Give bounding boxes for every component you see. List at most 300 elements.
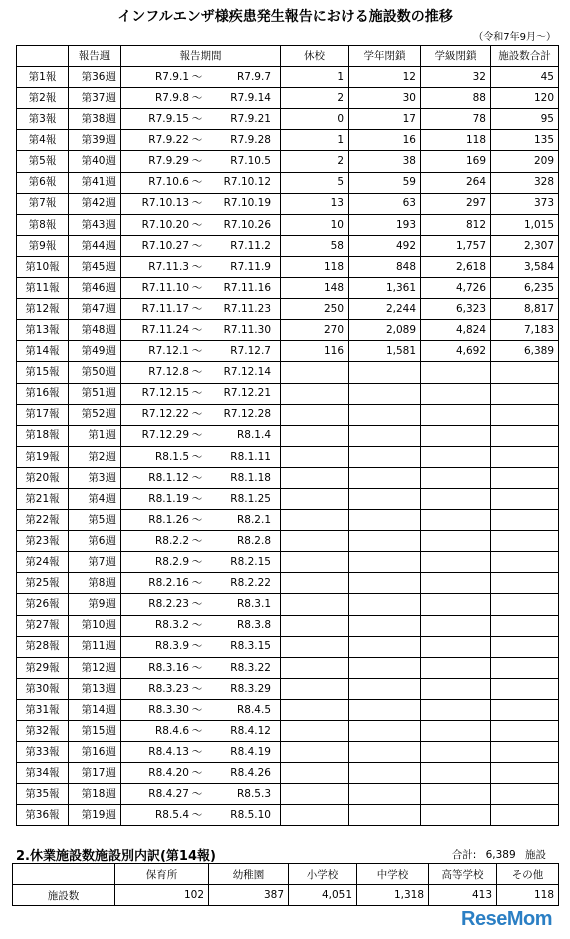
report-week-cell: 第15週 bbox=[69, 721, 121, 742]
grade-closure-cell: 1,361 bbox=[349, 278, 421, 299]
class-closure-cell bbox=[421, 362, 491, 383]
report-number-cell: 第15報 bbox=[17, 362, 69, 383]
facility-total-cell: 209 bbox=[491, 151, 559, 172]
period-tilde: ～ bbox=[191, 176, 203, 189]
class-closure-cell: 78 bbox=[421, 109, 491, 130]
class-closure-cell bbox=[421, 784, 491, 805]
class-closure-cell bbox=[421, 510, 491, 531]
report-week-cell: 第16週 bbox=[69, 742, 121, 763]
report-week-cell: 第3週 bbox=[69, 467, 121, 488]
table-row bbox=[17, 678, 559, 699]
report-week-cell: 第10週 bbox=[69, 615, 121, 636]
report-period-cell bbox=[121, 594, 281, 615]
grade-closure-cell bbox=[349, 805, 421, 826]
school-closure-cell: 270 bbox=[281, 320, 349, 341]
grade-closure-cell: 12 bbox=[349, 67, 421, 88]
table-row bbox=[17, 552, 559, 573]
period-start: R7.9.29 bbox=[148, 155, 189, 168]
school-closure-cell bbox=[281, 467, 349, 488]
period-tilde: ～ bbox=[191, 745, 203, 758]
period-end: R7.10.26 bbox=[223, 218, 271, 231]
class-closure-cell bbox=[421, 805, 491, 826]
report-period-cell bbox=[121, 193, 281, 214]
period-tilde: ～ bbox=[191, 302, 203, 315]
header-cell: 中学校 bbox=[357, 864, 429, 885]
period-end: R7.11.9 bbox=[230, 260, 271, 273]
period-tilde: ～ bbox=[191, 471, 203, 484]
period-start: R7.9.15 bbox=[148, 113, 189, 126]
facility-total-cell bbox=[491, 425, 559, 446]
report-number-cell: 第11報 bbox=[17, 278, 69, 299]
grade-closure-cell bbox=[349, 510, 421, 531]
header-cell: 施設数合計 bbox=[491, 46, 559, 67]
class-closure-cell bbox=[421, 742, 491, 763]
class-closure-cell bbox=[421, 446, 491, 467]
table-row bbox=[17, 67, 559, 88]
period-start: R8.5.4 bbox=[154, 809, 189, 822]
report-number-cell: 第13報 bbox=[17, 320, 69, 341]
report-number-cell: 第21報 bbox=[17, 488, 69, 509]
facility-total-cell bbox=[491, 404, 559, 425]
report-number-cell: 第19報 bbox=[17, 446, 69, 467]
report-number-cell: 第30報 bbox=[17, 678, 69, 699]
report-week-cell: 第37週 bbox=[69, 88, 121, 109]
facility-total-cell bbox=[491, 615, 559, 636]
report-week-cell: 第41週 bbox=[69, 172, 121, 193]
school-closure-cell bbox=[281, 488, 349, 509]
period-tilde: ～ bbox=[191, 239, 203, 252]
period-tilde: ～ bbox=[191, 366, 203, 379]
period-end: R8.4.12 bbox=[230, 724, 271, 737]
period-tilde: ～ bbox=[191, 281, 203, 294]
breakdown-value-row bbox=[13, 885, 559, 906]
facility-total-cell bbox=[491, 784, 559, 805]
school-closure-cell bbox=[281, 805, 349, 826]
grade-closure-cell bbox=[349, 742, 421, 763]
report-period-cell bbox=[121, 763, 281, 784]
grade-closure-cell: 59 bbox=[349, 172, 421, 193]
report-week-cell: 第47週 bbox=[69, 299, 121, 320]
period-start: R7.10.6 bbox=[148, 176, 189, 189]
report-week-cell: 第5週 bbox=[69, 510, 121, 531]
class-closure-cell: 812 bbox=[421, 214, 491, 235]
facility-total-cell bbox=[491, 594, 559, 615]
grade-closure-cell: 2,244 bbox=[349, 299, 421, 320]
table-row bbox=[17, 278, 559, 299]
report-period-cell bbox=[121, 383, 281, 404]
report-period-cell bbox=[121, 531, 281, 552]
facility-total-cell bbox=[491, 488, 559, 509]
report-period-cell bbox=[121, 784, 281, 805]
grade-closure-cell bbox=[349, 678, 421, 699]
report-period-cell bbox=[121, 88, 281, 109]
report-week-cell: 第49週 bbox=[69, 341, 121, 362]
facility-total-cell bbox=[491, 636, 559, 657]
period-end: R8.2.15 bbox=[230, 556, 271, 569]
report-number-cell: 第14報 bbox=[17, 341, 69, 362]
table-row bbox=[17, 784, 559, 805]
class-closure-cell bbox=[421, 615, 491, 636]
report-week-cell: 第48週 bbox=[69, 320, 121, 341]
class-closure-cell: 88 bbox=[421, 88, 491, 109]
school-closure-cell: 116 bbox=[281, 341, 349, 362]
report-number-cell: 第18報 bbox=[17, 425, 69, 446]
report-period-cell bbox=[121, 510, 281, 531]
period-start: R7.12.15 bbox=[141, 387, 189, 400]
period-end: R8.3.1 bbox=[236, 598, 271, 611]
table-row bbox=[17, 805, 559, 826]
period-start: R8.1.26 bbox=[148, 513, 189, 526]
period-start: R8.1.5 bbox=[154, 450, 189, 463]
facility-total-cell: 328 bbox=[491, 172, 559, 193]
total-value: 6,389 bbox=[485, 849, 516, 861]
facility-breakdown-table bbox=[12, 863, 559, 906]
facility-total-cell: 120 bbox=[491, 88, 559, 109]
report-period-cell bbox=[121, 299, 281, 320]
facility-total-cell bbox=[491, 362, 559, 383]
period-start: R7.12.1 bbox=[148, 345, 189, 358]
facility-total-cell bbox=[491, 742, 559, 763]
facility-total-cell bbox=[491, 573, 559, 594]
report-week-cell: 第52週 bbox=[69, 404, 121, 425]
school-closure-cell bbox=[281, 425, 349, 446]
class-closure-cell: 4,692 bbox=[421, 341, 491, 362]
period-end: R7.10.19 bbox=[223, 197, 271, 210]
period-start: R7.11.10 bbox=[141, 281, 189, 294]
class-closure-cell: 1,757 bbox=[421, 235, 491, 256]
facility-total-cell bbox=[491, 510, 559, 531]
period-end: R8.1.11 bbox=[230, 450, 271, 463]
facility-total-cell: 3,584 bbox=[491, 256, 559, 277]
school-closure-cell bbox=[281, 678, 349, 699]
report-period-cell bbox=[121, 278, 281, 299]
period-end: R7.11.16 bbox=[223, 281, 271, 294]
grade-closure-cell bbox=[349, 594, 421, 615]
table-row bbox=[17, 510, 559, 531]
grade-closure-cell bbox=[349, 784, 421, 805]
table-row bbox=[17, 299, 559, 320]
class-closure-cell bbox=[421, 531, 491, 552]
class-closure-cell bbox=[421, 594, 491, 615]
value-cell: 118 bbox=[497, 885, 559, 906]
report-period-cell bbox=[121, 404, 281, 425]
report-number-cell: 第31報 bbox=[17, 699, 69, 720]
report-period-cell bbox=[121, 467, 281, 488]
period-tilde: ～ bbox=[191, 345, 203, 358]
grade-closure-cell bbox=[349, 446, 421, 467]
report-number-cell: 第9報 bbox=[17, 235, 69, 256]
class-closure-cell: 297 bbox=[421, 193, 491, 214]
period-start: R7.9.1 bbox=[154, 70, 189, 83]
total-summary bbox=[446, 847, 546, 862]
facility-total-cell: 95 bbox=[491, 109, 559, 130]
report-number-cell: 第24報 bbox=[17, 552, 69, 573]
class-closure-cell: 2,618 bbox=[421, 256, 491, 277]
class-closure-cell bbox=[421, 763, 491, 784]
facility-total-cell bbox=[491, 678, 559, 699]
report-week-cell: 第36週 bbox=[69, 67, 121, 88]
report-number-cell: 第8報 bbox=[17, 214, 69, 235]
report-week-cell: 第45週 bbox=[69, 256, 121, 277]
period-start: R8.3.23 bbox=[148, 682, 189, 695]
total-unit: 施設 bbox=[525, 849, 546, 861]
grade-closure-cell bbox=[349, 721, 421, 742]
total-label: 合計: bbox=[451, 849, 477, 861]
report-period-cell bbox=[121, 678, 281, 699]
report-week-cell: 第46週 bbox=[69, 278, 121, 299]
table-row bbox=[17, 657, 559, 678]
facility-total-cell: 7,183 bbox=[491, 320, 559, 341]
period-start: R8.4.27 bbox=[148, 788, 189, 801]
facility-total-cell: 6,235 bbox=[491, 278, 559, 299]
table-header-row bbox=[17, 46, 559, 67]
school-closure-cell bbox=[281, 742, 349, 763]
table-row bbox=[17, 615, 559, 636]
grade-closure-cell: 193 bbox=[349, 214, 421, 235]
class-closure-cell bbox=[421, 404, 491, 425]
school-closure-cell bbox=[281, 721, 349, 742]
header-cell: その他 bbox=[497, 864, 559, 885]
report-period-cell bbox=[121, 67, 281, 88]
value-cell: 4,051 bbox=[289, 885, 357, 906]
class-closure-cell: 4,726 bbox=[421, 278, 491, 299]
report-number-cell: 第20報 bbox=[17, 467, 69, 488]
value-cell: 387 bbox=[209, 885, 289, 906]
school-closure-cell bbox=[281, 383, 349, 404]
period-end: R7.10.5 bbox=[230, 155, 271, 168]
period-tilde: ～ bbox=[191, 408, 203, 421]
report-number-cell: 第23報 bbox=[17, 531, 69, 552]
period-tilde: ～ bbox=[191, 324, 203, 337]
breakdown-header-row bbox=[13, 864, 559, 885]
class-closure-cell: 6,323 bbox=[421, 299, 491, 320]
report-period-cell bbox=[121, 636, 281, 657]
period-tilde: ～ bbox=[191, 640, 203, 653]
facility-total-cell: 2,307 bbox=[491, 235, 559, 256]
period-tilde: ～ bbox=[191, 766, 203, 779]
period-end: R7.9.28 bbox=[230, 134, 271, 147]
class-closure-cell bbox=[421, 488, 491, 509]
period-end: R7.12.21 bbox=[223, 387, 271, 400]
grade-closure-cell: 1,581 bbox=[349, 341, 421, 362]
facility-total-cell bbox=[491, 383, 559, 404]
table-row bbox=[17, 721, 559, 742]
period-start: R8.4.6 bbox=[154, 724, 189, 737]
class-closure-cell bbox=[421, 636, 491, 657]
school-closure-cell: 5 bbox=[281, 172, 349, 193]
period-tilde: ～ bbox=[191, 91, 203, 104]
report-period-cell bbox=[121, 151, 281, 172]
table-row bbox=[17, 151, 559, 172]
period-start: R8.3.2 bbox=[154, 619, 189, 632]
school-closure-cell bbox=[281, 699, 349, 720]
table-row bbox=[17, 256, 559, 277]
table-row bbox=[17, 573, 559, 594]
school-closure-cell bbox=[281, 404, 349, 425]
report-week-cell: 第4週 bbox=[69, 488, 121, 509]
section-2-title: 2.休業施設数施設別内訳(第14報) bbox=[16, 849, 216, 864]
period-end: R8.4.5 bbox=[236, 703, 271, 716]
school-closure-cell: 148 bbox=[281, 278, 349, 299]
resemom-logo: ReseMom bbox=[461, 908, 552, 930]
grade-closure-cell bbox=[349, 467, 421, 488]
report-period-cell bbox=[121, 699, 281, 720]
row-label: 施設数 bbox=[13, 885, 115, 906]
grade-closure-cell bbox=[349, 763, 421, 784]
period-end: R7.11.23 bbox=[223, 302, 271, 315]
report-week-cell: 第14週 bbox=[69, 699, 121, 720]
grade-closure-cell bbox=[349, 615, 421, 636]
facility-total-cell: 6,389 bbox=[491, 341, 559, 362]
period-end: R7.12.14 bbox=[223, 366, 271, 379]
period-tilde: ～ bbox=[191, 513, 203, 526]
school-closure-cell bbox=[281, 594, 349, 615]
report-number-cell: 第5報 bbox=[17, 151, 69, 172]
period-end: R7.9.21 bbox=[230, 113, 271, 126]
period-end: R8.1.4 bbox=[236, 429, 271, 442]
grade-closure-cell bbox=[349, 636, 421, 657]
period-tilde: ～ bbox=[191, 387, 203, 400]
period-start: R8.4.20 bbox=[148, 766, 189, 779]
period-tilde: ～ bbox=[191, 260, 203, 273]
report-week-cell: 第12週 bbox=[69, 657, 121, 678]
report-week-cell: 第1週 bbox=[69, 425, 121, 446]
report-week-cell: 第50週 bbox=[69, 362, 121, 383]
period-end: R7.9.14 bbox=[230, 91, 271, 104]
report-week-cell: 第13週 bbox=[69, 678, 121, 699]
period-end: R8.1.18 bbox=[230, 471, 271, 484]
period-tilde: ～ bbox=[191, 703, 203, 716]
facility-total-cell bbox=[491, 467, 559, 488]
period-start: R8.2.2 bbox=[154, 534, 189, 547]
period-start: R7.10.13 bbox=[141, 197, 189, 210]
table-row bbox=[17, 404, 559, 425]
report-number-cell: 第12報 bbox=[17, 299, 69, 320]
report-period-cell bbox=[121, 235, 281, 256]
report-week-cell: 第19週 bbox=[69, 805, 121, 826]
report-period-cell bbox=[121, 573, 281, 594]
report-period-cell bbox=[121, 320, 281, 341]
facility-total-cell: 8,817 bbox=[491, 299, 559, 320]
period-start: R7.10.27 bbox=[141, 239, 189, 252]
period-start: R7.9.8 bbox=[154, 91, 189, 104]
period-end: R7.9.7 bbox=[236, 70, 271, 83]
report-period-cell bbox=[121, 615, 281, 636]
table-row bbox=[17, 742, 559, 763]
grade-closure-cell: 63 bbox=[349, 193, 421, 214]
school-closure-cell: 1 bbox=[281, 130, 349, 151]
period-end: R8.3.29 bbox=[230, 682, 271, 695]
period-end: R8.3.15 bbox=[230, 640, 271, 653]
period-tilde: ～ bbox=[191, 155, 203, 168]
table-row bbox=[17, 531, 559, 552]
report-period-cell bbox=[121, 109, 281, 130]
report-period-cell bbox=[121, 552, 281, 573]
school-closure-cell bbox=[281, 657, 349, 678]
table-row bbox=[17, 488, 559, 509]
facility-total-cell bbox=[491, 763, 559, 784]
period-tilde: ～ bbox=[191, 113, 203, 126]
report-week-cell: 第51週 bbox=[69, 383, 121, 404]
period-end: R8.2.1 bbox=[236, 513, 271, 526]
period-tilde: ～ bbox=[191, 450, 203, 463]
facility-total-cell: 135 bbox=[491, 130, 559, 151]
period-end: R8.3.22 bbox=[230, 661, 271, 674]
period-start: R8.4.13 bbox=[148, 745, 189, 758]
grade-closure-cell bbox=[349, 699, 421, 720]
period-tilde: ～ bbox=[191, 556, 203, 569]
report-number-cell: 第25報 bbox=[17, 573, 69, 594]
school-closure-cell bbox=[281, 636, 349, 657]
report-number-cell: 第22報 bbox=[17, 510, 69, 531]
period-end: R7.10.12 bbox=[223, 176, 271, 189]
table-row bbox=[17, 763, 559, 784]
header-cell: 報告週 bbox=[69, 46, 121, 67]
class-closure-cell bbox=[421, 467, 491, 488]
report-period-cell bbox=[121, 805, 281, 826]
school-closure-cell bbox=[281, 615, 349, 636]
facility-count-table bbox=[16, 45, 559, 826]
grade-closure-cell bbox=[349, 425, 421, 446]
table-row bbox=[17, 214, 559, 235]
period-start: R8.3.9 bbox=[154, 640, 189, 653]
table-row bbox=[17, 425, 559, 446]
period-end: R7.12.28 bbox=[223, 408, 271, 421]
report-number-cell: 第32報 bbox=[17, 721, 69, 742]
table-row bbox=[17, 446, 559, 467]
header-cell: 学年閉鎖 bbox=[349, 46, 421, 67]
report-period-cell bbox=[121, 341, 281, 362]
report-number-cell: 第2報 bbox=[17, 88, 69, 109]
header-cell: 休校 bbox=[281, 46, 349, 67]
header-cell: 小学校 bbox=[289, 864, 357, 885]
period-start: R8.3.16 bbox=[148, 661, 189, 674]
header-cell bbox=[17, 46, 69, 67]
report-week-cell: 第8週 bbox=[69, 573, 121, 594]
header-cell: 保育所 bbox=[115, 864, 209, 885]
class-closure-cell bbox=[421, 721, 491, 742]
header-cell bbox=[13, 864, 115, 885]
report-week-cell: 第40週 bbox=[69, 151, 121, 172]
report-number-cell: 第16報 bbox=[17, 383, 69, 404]
facility-total-cell bbox=[491, 446, 559, 467]
table-row bbox=[17, 636, 559, 657]
period-start: R7.9.22 bbox=[148, 134, 189, 147]
report-number-cell: 第27報 bbox=[17, 615, 69, 636]
period-tilde: ～ bbox=[191, 682, 203, 695]
report-period-cell bbox=[121, 446, 281, 467]
period-end: R8.3.8 bbox=[236, 619, 271, 632]
school-closure-cell: 118 bbox=[281, 256, 349, 277]
report-number-cell: 第29報 bbox=[17, 657, 69, 678]
grade-closure-cell bbox=[349, 488, 421, 509]
period-end: R8.5.3 bbox=[236, 788, 271, 801]
school-closure-cell: 1 bbox=[281, 67, 349, 88]
report-week-cell: 第38週 bbox=[69, 109, 121, 130]
period-end: R8.4.26 bbox=[230, 766, 271, 779]
school-closure-cell: 10 bbox=[281, 214, 349, 235]
report-week-cell: 第2週 bbox=[69, 446, 121, 467]
report-period-cell bbox=[121, 172, 281, 193]
facility-total-cell: 1,015 bbox=[491, 214, 559, 235]
report-number-cell: 第7報 bbox=[17, 193, 69, 214]
period-tilde: ～ bbox=[191, 598, 203, 611]
school-closure-cell: 0 bbox=[281, 109, 349, 130]
period-start: R8.2.9 bbox=[154, 556, 189, 569]
grade-closure-cell: 17 bbox=[349, 109, 421, 130]
value-cell: 413 bbox=[429, 885, 497, 906]
period-tilde: ～ bbox=[191, 134, 203, 147]
